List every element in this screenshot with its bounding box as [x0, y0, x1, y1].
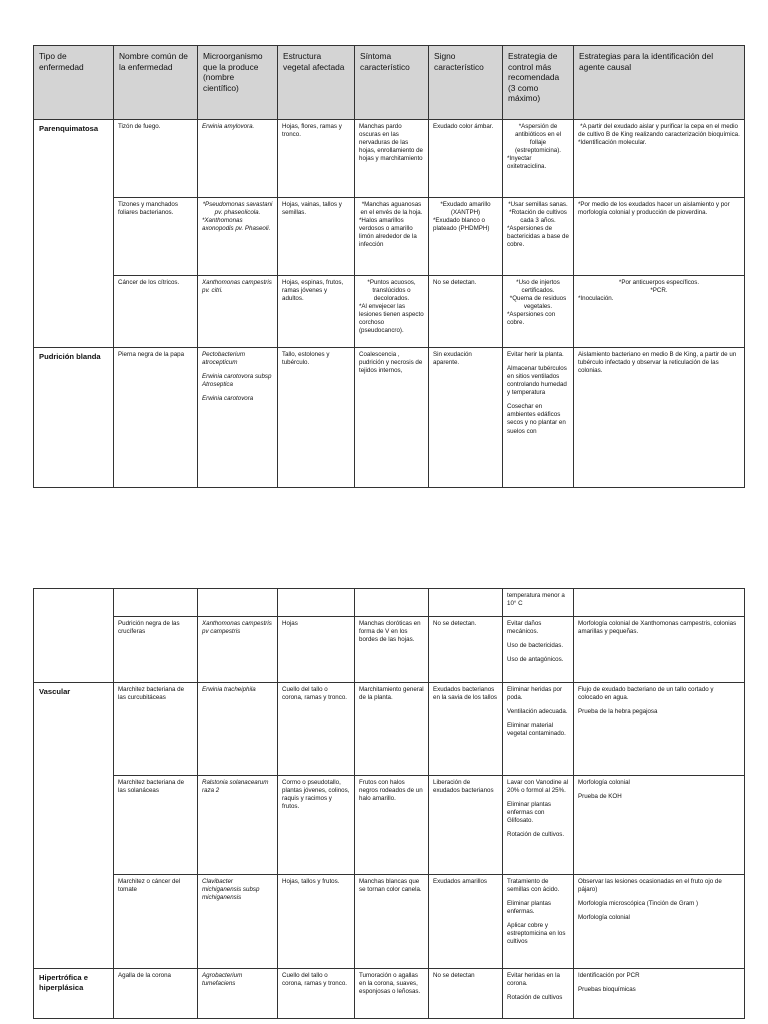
control-line: Evitar herir la planta.: [507, 351, 564, 358]
sign-line: *Exudado blanco o plateado (PHDMPH): [433, 217, 490, 233]
disease-type-cell: Parenquimatosa: [34, 120, 114, 348]
header-symptom: Síntoma característico: [355, 46, 429, 120]
disease-type-cell: Vascular: [34, 683, 114, 969]
control-line: Eliminar heridas por poda.: [507, 686, 563, 702]
control-line: *Quema de residuos vegetales.: [509, 295, 567, 311]
control-line: Cosechar en ambientes edáficos secos y no plantar en suelos con: [507, 403, 566, 435]
control-line: Evitar daños mecánicos.: [507, 620, 542, 636]
symptom-cell: Coalescencia , pudrición y necrosis de tejidos internos,: [355, 348, 429, 488]
microorganism-cell: Agrobacterium tumefaciens: [198, 969, 278, 1019]
microorganism-cell: Erwinia amylovora.: [198, 120, 278, 198]
control-cell: [503, 969, 574, 1019]
header-control: Estrategia de control más recomendada (3 como máximo): [503, 46, 574, 120]
header-sign: Signo característico: [429, 46, 503, 120]
identification-cell: Morfología colonial de Xanthomonas campestris, colonias amarillas y pequeñas.: [574, 617, 745, 683]
identification-line: Prueba de la hebra pegajosa: [578, 708, 658, 716]
header-disease-type: Tipo de enfermedad: [34, 46, 114, 120]
symptom-line: *Puntos acuosos, translúcidos o decolorados.: [367, 279, 416, 303]
disease-type-cell: Hipertrófica e hiperplásica: [34, 969, 114, 1019]
header-microorganism: Microorganismo que la produce (nombre científico): [198, 46, 278, 120]
table-row: [34, 617, 745, 683]
structure-cell: Cuello del tallo o corona, ramas y tronco.: [278, 969, 355, 1019]
disease-table-top: [33, 45, 745, 488]
identification-line: *Por anticuerpos específicos.: [618, 279, 700, 286]
common-name-cell: Agalla de la corona: [114, 969, 198, 1019]
header-identification: Estrategias para la identificación del agente causal: [574, 46, 745, 120]
microorganism-line: *Xanthomonas axonopodis pv. Phaseoli.: [202, 217, 271, 233]
control-cell: [503, 776, 574, 875]
control-line: Evitar heridas en la corona.: [507, 972, 560, 988]
structure-cell: Hojas, tallos y frutos.: [278, 875, 355, 969]
control-line: *Aspersión de antibióticos en el follaje (estreptomicina).: [514, 123, 562, 155]
common-name-cell: Tizón de fuego.: [114, 120, 198, 198]
control-cell: [503, 683, 574, 776]
control-line: Rotación de cultivos: [507, 994, 563, 1002]
microorganism-cell: Xanthomonas campestris pv campestris: [198, 617, 278, 683]
identification-cell: [574, 969, 745, 1019]
table-row: [34, 969, 745, 1019]
symptom-cell: [355, 198, 429, 276]
control-line: *Uso de injertos certificados.: [516, 279, 560, 295]
microorganism-cell: [198, 198, 278, 276]
table-row: [34, 348, 745, 488]
structure-cell: Tallo, estolones y tubérculo.: [278, 348, 355, 488]
control-line: *Rotación de cultivos cada 3 años.: [509, 209, 567, 225]
common-name-cell: Tizones y manchados foliares bacterianos.: [114, 198, 198, 276]
common-name-cell: Pierna negra de la papa: [114, 348, 198, 488]
symptom-cell: Tumoración o agallas en la corona, suaves, esponjosas o leñosas.: [355, 969, 429, 1019]
microorganism-line: *Pseudomonas savastani pv. phaseolicola.: [202, 201, 273, 217]
control-line: *Aspersiones con cobre.: [507, 311, 556, 327]
common-name-cell: Marchitez bacteriana de las solanáceas: [114, 776, 198, 875]
table-row: [34, 776, 745, 875]
sign-cell: Exudado color ámbar.: [429, 120, 503, 198]
identification-cell: Aislamiento bacteriano en medio B de King, a partir de un tubérculo infectado y observar la reticulación de las colonias.: [574, 348, 745, 488]
control-line: *Usar semillas sanas.: [508, 201, 568, 208]
sign-cell: Sin exudación aparente.: [429, 348, 503, 488]
common-name-cell: Marchitez bacteriana de las curcubitáceas: [114, 683, 198, 776]
symptom-cell: Frutos con halos negros rodeados de un halo amarillo.: [355, 776, 429, 875]
control-line: Rotación de cultivos.: [507, 831, 565, 839]
identification-line: *PCR.: [650, 287, 668, 295]
table-row: [34, 276, 745, 348]
identification-line: Morfología microscópica (Tinción de Gram ): [578, 900, 699, 908]
identification-cell: [574, 276, 745, 348]
microorganism-cell: Xanthomonas campestris pv. citri.: [198, 276, 278, 348]
disease-type-cell: [34, 589, 114, 683]
control-line: Uso de antagónicos.: [507, 656, 564, 664]
sign-line: *Exudado amarillo (XANTPH): [440, 201, 491, 217]
control-cell: [503, 617, 574, 683]
identification-line: *Inoculación.: [578, 295, 614, 303]
identification-cell: [574, 589, 745, 617]
structure-cell: Cormo o pseudotallo, plantas jóvenes, colinos, raquis y racimos y frutos.: [278, 776, 355, 875]
microorganism-cell: Clavibacter michiganensis subsp michiganensis: [198, 875, 278, 969]
common-name-cell: Pudrición negra de las crucíferas: [114, 617, 198, 683]
structure-cell: Hojas: [278, 617, 355, 683]
sign-cell: No se detectan.: [429, 617, 503, 683]
control-cell: [503, 875, 574, 969]
identification-line: Morfología colonial: [578, 914, 630, 922]
header-structure: Estructura vegetal afectada: [278, 46, 355, 120]
identification-line: Flujo de exudado bacteriano de un tallo cortado y colocado en agua.: [578, 686, 714, 702]
control-cell: [503, 276, 574, 348]
control-line: Ventilación adecuada.: [507, 708, 568, 716]
control-line: Eliminar plantas enfermas.: [507, 900, 552, 916]
control-line: Eliminar material vegetal contaminado.: [507, 722, 566, 738]
symptom-cell: [355, 589, 429, 617]
structure-cell: Hojas, vainas, tallos y semillas.: [278, 198, 355, 276]
control-line: Almacenar tubérculos en sitios ventilados controlando humedad y temperatura: [507, 365, 567, 397]
symptom-cell: Manchas blancas que se tornan color canela.: [355, 875, 429, 969]
microorganism-cell: [198, 348, 278, 488]
sign-cell: [429, 589, 503, 617]
control-line: *Inyectar oxitetraciclina.: [507, 155, 547, 171]
disease-type-cell: Pudrición blanda: [34, 348, 114, 488]
structure-cell: Hojas, flores, ramas y tronco.: [278, 120, 355, 198]
microorganism-line: Erwinia carotovora subsp Atroseptica: [202, 373, 272, 389]
identification-line: Observar las lesiones ocasionadas en el fruto ojo de pájaro): [578, 878, 722, 894]
symptom-cell: Manchas cloróticas en forma de V en los bordes de las hojas.: [355, 617, 429, 683]
structure-cell: [278, 589, 355, 617]
symptom-line: *Manchas aguanosas en el envés de la hoja.: [360, 201, 423, 217]
table-row: [34, 875, 745, 969]
disease-table-bottom: [33, 588, 745, 1019]
identification-cell: *Por medio de los exudados hacer un aislamiento y por morfología colonial y producción de pioverdina.: [574, 198, 745, 276]
identification-cell: [574, 776, 745, 875]
identification-line: Pruebas bioquímicas: [578, 986, 636, 994]
control-cell: [503, 198, 574, 276]
microorganism-cell: Ralstonia solanacearum raza 2: [198, 776, 278, 875]
symptom-cell: Manchas pardo oscuras en las nervaduras de las hojas, enrollamiento de hojas y marchitamiento: [355, 120, 429, 198]
control-line: Eliminar plantas enfermas con Glifosato.: [507, 801, 552, 825]
microorganism-cell: Erwinia tracheiphila: [198, 683, 278, 776]
control-cell: [503, 348, 574, 488]
sign-cell: Exudados bacterianos en la savia de los tallos: [429, 683, 503, 776]
control-cell: temperatura menor a 10° C: [503, 589, 574, 617]
identification-line: Identificación por PCR: [578, 972, 640, 979]
symptom-line: *Halos amarillos verdosos o amarillo limón alrededor de la infección: [359, 217, 417, 249]
common-name-cell: [114, 589, 198, 617]
microorganism-line: Pectobacterium atrocepticum: [202, 351, 245, 367]
header-common-name: Nombre común de la enfermedad: [114, 46, 198, 120]
table-row: [34, 683, 745, 776]
identification-cell: [574, 120, 745, 198]
identification-line: *A partir del exudado aislar y purificar la cepa en el medio de cultivo B de King realizando caracterización bioquímica.: [578, 123, 740, 139]
control-cell: [503, 120, 574, 198]
common-name-cell: Marchitez o cáncer del tomate: [114, 875, 198, 969]
sign-cell: Exudados amarillos: [429, 875, 503, 969]
symptom-cell: [355, 276, 429, 348]
microorganism-line: Erwinia carotovora: [202, 395, 254, 403]
identification-line: *Identificación molecular.: [578, 139, 647, 147]
identification-cell: [574, 683, 745, 776]
symptom-line: *Al envejecer las lesiones tienen aspecto corchoso (pseudocancro).: [359, 303, 424, 335]
control-line: Aplicar cobre y estreptomicina en los cultivos: [507, 922, 566, 946]
common-name-cell: Cáncer de los cítricos.: [114, 276, 198, 348]
identification-line: Morfología colonial: [578, 779, 630, 786]
identification-cell: [574, 875, 745, 969]
header-row: [34, 46, 745, 120]
table-row: [34, 198, 745, 276]
identification-line: Prueba de KOH: [578, 793, 622, 801]
control-line: Uso de bactericidas.: [507, 642, 564, 650]
structure-cell: Hojas, espinas, frutos, ramas jóvenes y adultos.: [278, 276, 355, 348]
control-line: Lavar con Vanodine al 20% o formol al 25%.: [507, 779, 569, 795]
microorganism-cell: [198, 589, 278, 617]
sign-cell: No se detectan.: [429, 276, 503, 348]
control-line: *Aspersiones de bactericidas a base de cobre.: [507, 225, 569, 249]
structure-cell: Cuello del tallo o corona, ramas y tronco.: [278, 683, 355, 776]
sign-cell: No se detectan: [429, 969, 503, 1019]
control-line: Tratamiento de semillas con ácido.: [507, 878, 560, 894]
sign-cell: Liberación de exudados bacterianos: [429, 776, 503, 875]
table-row: [34, 120, 745, 198]
sign-cell: [429, 198, 503, 276]
table-row: [34, 589, 745, 617]
symptom-cell: Marchitamiento general de la planta.: [355, 683, 429, 776]
